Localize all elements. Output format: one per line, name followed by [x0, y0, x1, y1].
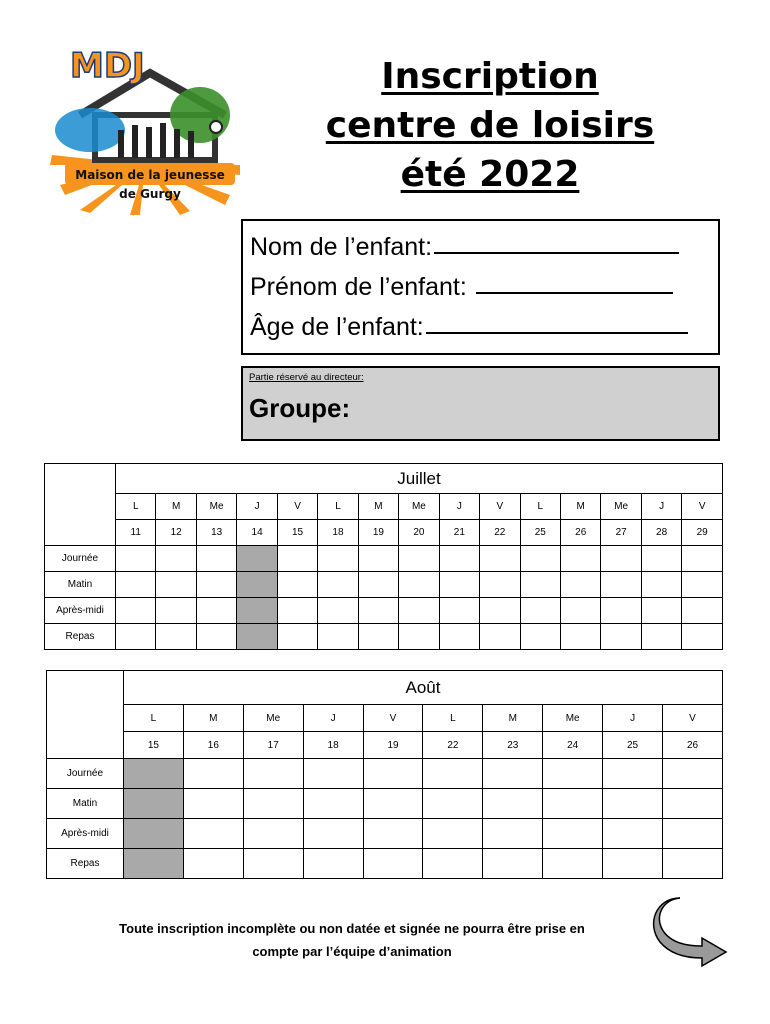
- row-label: Après-midi: [45, 598, 116, 624]
- weekday-cell: Me: [601, 494, 641, 520]
- checkbox-cell[interactable]: [277, 598, 317, 624]
- checkbox-cell[interactable]: [156, 572, 196, 598]
- checkbox-cell[interactable]: [303, 759, 363, 789]
- title-line-3: été 2022: [400, 154, 580, 195]
- table-row: [47, 849, 723, 879]
- table-corner: [47, 671, 124, 759]
- checkbox-cell[interactable]: [601, 572, 641, 598]
- checkbox-cell[interactable]: [363, 759, 423, 789]
- closed-cell: [237, 598, 277, 624]
- checkbox-cell[interactable]: [543, 759, 603, 789]
- checkbox-cell[interactable]: [116, 624, 156, 650]
- checkbox-cell[interactable]: [520, 624, 560, 650]
- weekday-cell: M: [156, 494, 196, 520]
- child-info-box: [241, 219, 720, 355]
- checkbox-cell[interactable]: [358, 598, 398, 624]
- closed-cell: [237, 624, 277, 650]
- checkbox-cell[interactable]: [641, 546, 681, 572]
- date-cell: 28: [641, 520, 681, 546]
- weekday-cell: L: [520, 494, 560, 520]
- title-line-2: centre de loisirs: [325, 105, 655, 146]
- checkbox-cell[interactable]: [601, 624, 641, 650]
- footer-notice: [52, 917, 652, 963]
- weekday-cell: Me: [196, 494, 236, 520]
- closed-cell: [237, 572, 277, 598]
- child-name-row: [250, 227, 718, 267]
- checkbox-cell[interactable]: [243, 849, 303, 879]
- checkbox-cell[interactable]: [520, 598, 560, 624]
- checkbox-cell[interactable]: [439, 572, 479, 598]
- ball-icon: [210, 121, 222, 133]
- checkbox-cell[interactable]: [243, 759, 303, 789]
- checkbox-cell[interactable]: [641, 598, 681, 624]
- month-header: Juillet: [116, 464, 723, 494]
- checkbox-cell[interactable]: [318, 572, 358, 598]
- checkbox-cell[interactable]: [423, 849, 483, 879]
- checkbox-cell[interactable]: [560, 572, 600, 598]
- checkbox-cell[interactable]: [543, 789, 603, 819]
- weekday-cell: L: [423, 705, 483, 732]
- checkbox-cell[interactable]: [303, 849, 363, 879]
- date-cell: 26: [560, 520, 600, 546]
- checkbox-cell[interactable]: [603, 849, 663, 879]
- date-cell: 17: [243, 732, 303, 759]
- closed-cell: [124, 849, 184, 879]
- date-cell: 13: [196, 520, 236, 546]
- checkbox-cell[interactable]: [641, 572, 681, 598]
- weekday-cell: J: [439, 494, 479, 520]
- footer-line-2: compte par l’équipe d’animation: [252, 944, 452, 959]
- checkbox-cell[interactable]: [480, 546, 520, 572]
- checkbox-cell[interactable]: [399, 546, 439, 572]
- date-cell: 20: [399, 520, 439, 546]
- row-label: Après-midi: [47, 819, 124, 849]
- weekday-cell: M: [183, 705, 243, 732]
- checkbox-cell[interactable]: [601, 546, 641, 572]
- date-cell: 12: [156, 520, 196, 546]
- checkbox-cell[interactable]: [423, 819, 483, 849]
- table-row: [47, 759, 723, 789]
- checkbox-cell[interactable]: [116, 598, 156, 624]
- weekday-cell: Me: [243, 705, 303, 732]
- closed-cell: [124, 789, 184, 819]
- checkbox-cell[interactable]: [439, 598, 479, 624]
- checkbox-cell[interactable]: [520, 546, 560, 572]
- child-firstname-field[interactable]: [476, 267, 673, 294]
- checkbox-cell[interactable]: [277, 572, 317, 598]
- table-row: [45, 546, 723, 572]
- closed-cell: [124, 819, 184, 849]
- curved-arrow-icon: [650, 890, 730, 970]
- child-name-label: Nom de l’enfant:: [250, 233, 433, 261]
- checkbox-cell[interactable]: [483, 849, 543, 879]
- table-row: [45, 624, 723, 650]
- child-age-label: Âge de l’enfant:: [250, 313, 424, 341]
- checkbox-cell[interactable]: [682, 598, 723, 624]
- weekday-cell: J: [237, 494, 277, 520]
- table-row: [47, 789, 723, 819]
- date-cell: 19: [363, 732, 423, 759]
- checkbox-cell[interactable]: [358, 624, 398, 650]
- july-calendar: [44, 463, 723, 650]
- checkbox-cell[interactable]: [682, 572, 723, 598]
- checkbox-cell[interactable]: [663, 759, 723, 789]
- child-age-row: [250, 307, 718, 347]
- checkbox-cell[interactable]: [603, 789, 663, 819]
- date-cell: 25: [520, 520, 560, 546]
- checkbox-cell[interactable]: [196, 598, 236, 624]
- row-label: Repas: [47, 849, 124, 879]
- checkbox-cell[interactable]: [663, 789, 723, 819]
- checkbox-cell[interactable]: [196, 572, 236, 598]
- weekday-cell: L: [116, 494, 156, 520]
- child-age-field[interactable]: [426, 307, 688, 334]
- checkbox-cell[interactable]: [603, 819, 663, 849]
- page-title: [300, 52, 680, 199]
- checkbox-cell[interactable]: [603, 759, 663, 789]
- checkbox-cell[interactable]: [196, 624, 236, 650]
- checkbox-cell[interactable]: [560, 546, 600, 572]
- weekday-cell: L: [124, 705, 184, 732]
- checkbox-cell[interactable]: [663, 849, 723, 879]
- date-cell: 21: [439, 520, 479, 546]
- row-label: Repas: [45, 624, 116, 650]
- checkbox-cell[interactable]: [399, 624, 439, 650]
- date-cell: 27: [601, 520, 641, 546]
- checkbox-cell[interactable]: [399, 598, 439, 624]
- weekday-cell: J: [303, 705, 363, 732]
- logo-title: MDJ: [70, 46, 145, 86]
- date-cell: 14: [237, 520, 277, 546]
- checkbox-cell[interactable]: [543, 819, 603, 849]
- checkbox-cell[interactable]: [358, 572, 398, 598]
- child-firstname-row: [250, 267, 718, 307]
- checkbox-cell[interactable]: [682, 624, 723, 650]
- date-cell: 19: [358, 520, 398, 546]
- weekday-cell: V: [663, 705, 723, 732]
- checkbox-cell[interactable]: [480, 572, 520, 598]
- weekday-cell: L: [318, 494, 358, 520]
- month-header: Août: [124, 671, 723, 705]
- title-line-1: Inscription: [381, 56, 599, 97]
- checkbox-cell[interactable]: [358, 546, 398, 572]
- checkbox-cell[interactable]: [663, 819, 723, 849]
- weekday-cell: M: [560, 494, 600, 520]
- checkbox-cell[interactable]: [363, 849, 423, 879]
- checkbox-cell[interactable]: [183, 789, 243, 819]
- august-calendar: [46, 670, 723, 879]
- checkbox-cell[interactable]: [601, 598, 641, 624]
- date-cell: 16: [183, 732, 243, 759]
- date-cell: 15: [277, 520, 317, 546]
- weekday-cell: Me: [543, 705, 603, 732]
- checkbox-cell[interactable]: [423, 789, 483, 819]
- checkbox-cell[interactable]: [116, 572, 156, 598]
- logo-line2: de Gurgy: [119, 187, 181, 201]
- table-row: [45, 572, 723, 598]
- child-firstname-label: Prénom de l’enfant:: [250, 273, 474, 301]
- closed-cell: [124, 759, 184, 789]
- mdj-logo: [40, 45, 250, 215]
- checkbox-cell[interactable]: [560, 624, 600, 650]
- checkbox-cell[interactable]: [641, 624, 681, 650]
- weekday-cell: M: [483, 705, 543, 732]
- row-label: Journée: [45, 546, 116, 572]
- table-corner: [45, 464, 116, 546]
- checkbox-cell[interactable]: [196, 546, 236, 572]
- closed-cell: [237, 546, 277, 572]
- checkbox-cell[interactable]: [303, 789, 363, 819]
- weekday-cell: V: [277, 494, 317, 520]
- weekday-cell: Me: [399, 494, 439, 520]
- checkbox-cell[interactable]: [520, 572, 560, 598]
- checkbox-cell[interactable]: [156, 624, 196, 650]
- director-note: Partie réservé au directeur:: [249, 372, 364, 383]
- checkbox-cell[interactable]: [560, 598, 600, 624]
- checkbox-cell[interactable]: [423, 759, 483, 789]
- date-cell: 29: [682, 520, 723, 546]
- checkbox-cell[interactable]: [243, 789, 303, 819]
- date-cell: 15: [124, 732, 184, 759]
- date-cell: 18: [303, 732, 363, 759]
- checkbox-cell[interactable]: [318, 624, 358, 650]
- checkbox-cell[interactable]: [363, 789, 423, 819]
- weekday-cell: V: [682, 494, 723, 520]
- date-cell: 26: [663, 732, 723, 759]
- checkbox-cell[interactable]: [183, 819, 243, 849]
- table-row: [47, 819, 723, 849]
- weekday-cell: J: [603, 705, 663, 732]
- table-row: [45, 598, 723, 624]
- weekday-cell: V: [363, 705, 423, 732]
- checkbox-cell[interactable]: [480, 624, 520, 650]
- checkbox-cell[interactable]: [439, 546, 479, 572]
- checkbox-cell[interactable]: [183, 849, 243, 879]
- date-cell: 18: [318, 520, 358, 546]
- child-name-field[interactable]: [434, 227, 679, 254]
- date-cell: 11: [116, 520, 156, 546]
- checkbox-cell[interactable]: [277, 546, 317, 572]
- checkbox-cell[interactable]: [318, 598, 358, 624]
- checkbox-cell[interactable]: [480, 598, 520, 624]
- checkbox-cell[interactable]: [156, 598, 196, 624]
- checkbox-cell[interactable]: [483, 789, 543, 819]
- checkbox-cell[interactable]: [303, 819, 363, 849]
- checkbox-cell[interactable]: [116, 546, 156, 572]
- date-cell: 23: [483, 732, 543, 759]
- row-label: Matin: [47, 789, 124, 819]
- weekday-cell: M: [358, 494, 398, 520]
- checkbox-cell[interactable]: [243, 819, 303, 849]
- checkbox-cell[interactable]: [183, 759, 243, 789]
- footer-line-1: Toute inscription incomplète ou non datée et signée ne pourra être prise en: [119, 921, 585, 936]
- logo-line1: Maison de la jeunesse: [75, 168, 225, 182]
- checkbox-cell[interactable]: [483, 759, 543, 789]
- checkbox-cell[interactable]: [318, 546, 358, 572]
- group-label: Groupe:: [249, 393, 351, 423]
- checkbox-cell[interactable]: [277, 624, 317, 650]
- checkbox-cell[interactable]: [156, 546, 196, 572]
- date-cell: 22: [423, 732, 483, 759]
- weekday-cell: J: [641, 494, 681, 520]
- checkbox-cell[interactable]: [483, 819, 543, 849]
- checkbox-cell[interactable]: [543, 849, 603, 879]
- date-cell: 22: [480, 520, 520, 546]
- splash-icon: [55, 108, 125, 152]
- checkbox-cell[interactable]: [363, 819, 423, 849]
- row-label: Matin: [45, 572, 116, 598]
- date-cell: 25: [603, 732, 663, 759]
- weekday-cell: V: [480, 494, 520, 520]
- checkbox-cell[interactable]: [682, 546, 723, 572]
- director-section: [241, 366, 720, 441]
- row-label: Journée: [47, 759, 124, 789]
- date-cell: 24: [543, 732, 603, 759]
- checkbox-cell[interactable]: [439, 624, 479, 650]
- checkbox-cell[interactable]: [399, 572, 439, 598]
